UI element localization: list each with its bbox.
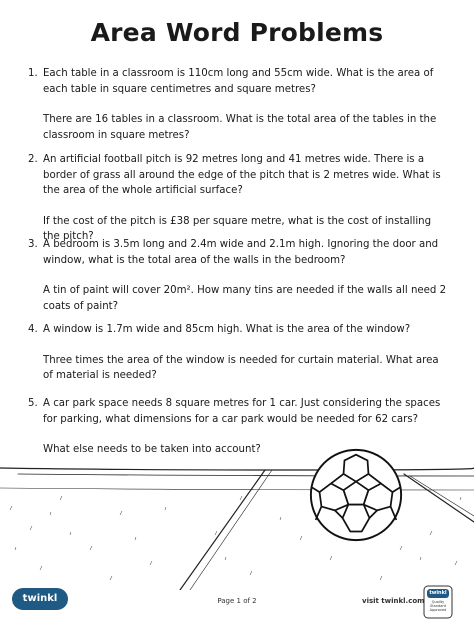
visit-link[interactable]: visit twinkl.com: [362, 597, 425, 605]
question-followup: A tin of paint will cover 20m². How many tins are needed if the walls all need 2 coats of paint?: [43, 285, 447, 312]
question-text: Each table in a classroom is 110cm long and 55cm wide. What is the area of each table in square centimetres and square metres?: [43, 68, 434, 95]
page-number: Page 1 of 2: [217, 597, 257, 605]
question-4: [28, 322, 448, 384]
question-1: [28, 66, 448, 143]
question-number: 5.: [28, 398, 38, 409]
question-number: 1.: [28, 68, 38, 79]
question-2: [28, 152, 448, 245]
badge-brand: twinkl: [429, 590, 447, 596]
question-number: 4.: [28, 324, 38, 335]
question-number: 3.: [28, 239, 38, 250]
question-followup: What else needs to be taken into account?: [43, 444, 261, 455]
question-text: A window is 1.7m wide and 85cm high. What is the area of the window?: [43, 324, 411, 335]
question-3: [28, 237, 448, 314]
question-text: A bedroom is 3.5m long and 2.4m wide and 2.1m high. Ignoring the door and window, what is the total area of the walls in the bedroom?: [43, 239, 439, 266]
twinkl-logo-text: twinkl: [22, 593, 58, 604]
badge-line-1: Quality Standard: [430, 600, 446, 608]
worksheet-title: Area Word Problems: [90, 18, 384, 47]
question-text: A car park space needs 8 square metres for 1 car. Just considering the spaces for parking, what dimensions for a car park would be needed for 62 cars?: [43, 398, 441, 425]
question-followup: Three times the area of the window is needed for curtain material. What area of material is needed?: [43, 354, 439, 381]
football-icon: [308, 447, 404, 543]
question-followup: There are 16 tables in a classroom. What is the total area of the tables in the classroom in square metres?: [43, 114, 437, 141]
question-number: 2.: [28, 154, 38, 165]
question-followup: If the cost of the pitch is £38 per square metre, what is the cost of installing the pitch?: [43, 215, 432, 242]
badge-line-2: Approved: [429, 608, 447, 612]
question-text: An artificial football pitch is 92 metres long and 41 metres wide. There is a border of grass all around the edge of the pitch that is 2 metres wide. What is the area of the whole artificial surface?: [43, 154, 441, 196]
